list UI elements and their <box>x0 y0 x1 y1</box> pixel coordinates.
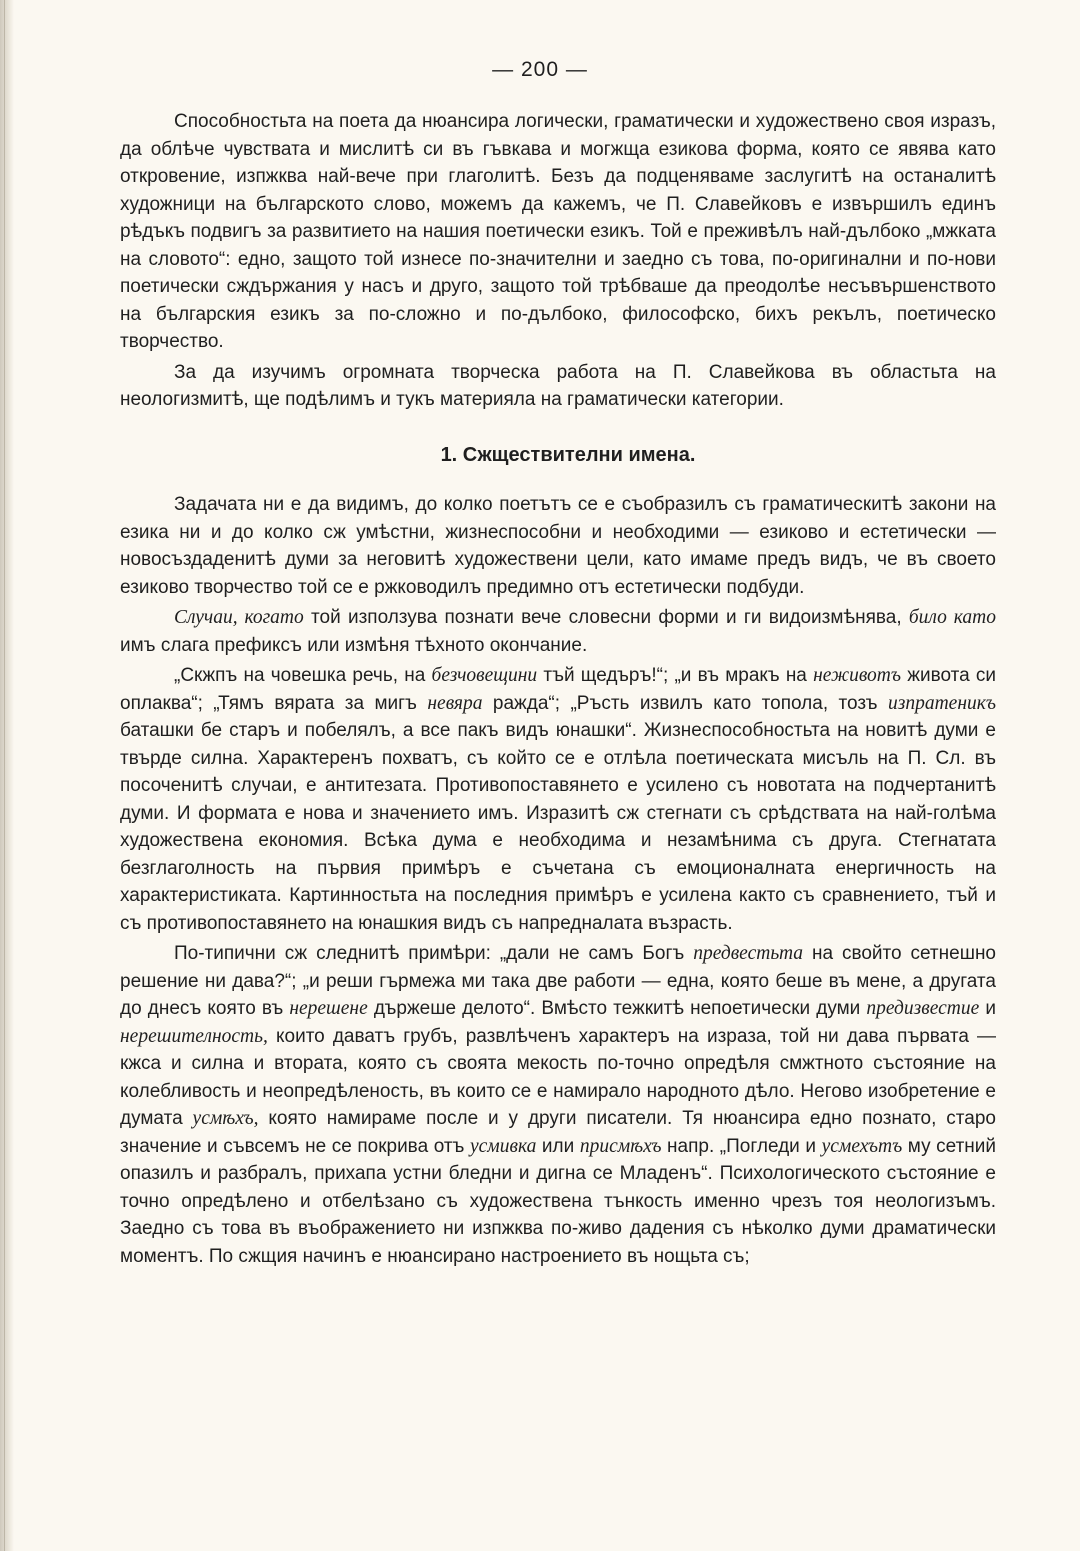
page-binding-edge <box>0 0 14 1551</box>
neologism-term: усмѣхъ, <box>192 1108 259 1129</box>
neologism-term: усмивка <box>470 1135 537 1157</box>
paragraph-text: които даватъ грубъ, развлѣченъ характеръ на израза, той ни дава първата — кжса и силна и втората, която съ своята мекость по-точно опредѣля смжтното състояние на колебливость и неопредѣленость, въ които се е намирало народното дѣло. Негово изобретение е думата <box>120 1025 996 1129</box>
paragraph-5 <box>120 662 996 937</box>
neologism-term: безчовещини <box>431 665 538 686</box>
neologism-term: изпратеникъ <box>887 692 996 714</box>
paragraph-4 <box>120 604 996 659</box>
neologism-term: невяра <box>427 692 483 714</box>
paragraph-text: и <box>979 998 996 1019</box>
paragraph-text: напр. „Погледи и <box>661 1135 822 1157</box>
paragraph-1: Способностьта на поета да нюансира логически, граматически и художествено своя изразъ, да облѣче чувствата и мислитѣ си въ гъвкава и могжща езикова форма, която се явява като откровение, изпжква най-вече при глаголитѣ. Безъ да подценяваме заслугитѣ на останалитѣ художници на българското слово, можемъ да кажемъ, че П. Славейковъ е извършилъ единъ рѣдъкъ подвигъ за развитието на нашия поетически езикъ. Той е преживѣлъ най-дълбоко „мжката на словото“: едно, защото той изнесе по-значителни и заедно съ това, по-оригинални и по-нови поетически сждържания у насъ и друго, защото той трѣбваше да преодолѣе несъвършенството на българския езикъ за по-сложно и по-дълбоко, философско, бихъ рекълъ, поетическо творчество. <box>120 111 996 352</box>
paragraph-2: За да изучимъ огромната творческа работа на П. Славейкова въ областьта на неологизмитѣ, ще подѣлимъ и тукъ материяла на граматически категории. <box>120 361 996 410</box>
paragraph-6 <box>120 940 996 1270</box>
page-number: — 200 — <box>492 58 588 81</box>
neologism-term: неживотъ <box>813 665 902 686</box>
paragraph-text: на свойто сетнешно решение ни дава?“; „и реши гърмежа ми така две работи — една, която беше въ мене, а другата до днесъ която въ <box>120 943 997 1019</box>
paragraph-text: която намираме после и у други писатели. Тя нюансира едно познато, старо значение и съвсемъ не се покрива отъ <box>120 1108 996 1157</box>
paragraph-text: или <box>536 1135 580 1157</box>
neologism-term: предвестьта <box>693 943 804 964</box>
paragraph-3: Задачата ни е да видимъ, до колко поетътъ се е съобразилъ съ граматическитѣ закони на езика ни и до колко сж умѣстни, жизнеспособни и необходими — езиково и естетически — новосъздаденитѣ думи за неговитѣ художествени цели, като имаме предъ видъ, че въ своето езиково творчество той се е ржководилъ предимно отъ естетически подбуди. <box>120 494 996 598</box>
paragraph-text: имъ слага префиксъ или измѣня тѣхното окончание. <box>120 634 588 656</box>
paragraph-text: По-типични сж следнитѣ примѣри: „дали не самъ Богъ <box>174 943 694 964</box>
page-body <box>120 108 996 1270</box>
paragraph-text: тъй щедъръ!“; „и въ мракъ на <box>537 665 814 686</box>
italic-term: било като <box>908 607 996 628</box>
paragraph-text: му сетний опазилъ и разбралъ, прихапа устни бледни и дигна се Младенъ“. Психологическото състояние е точно опредѣлено и отбелѣзано съ художествена тънкость именно чрезъ тоя неологизъмъ. Заедно съ това въ въображението ни изпжква по-живо дадения съ нѣколко думи драматически моментъ. По сжщия начинъ е нюансирано настроението въ нощьта съ; <box>120 1135 996 1267</box>
paragraph-text: баташки бе старъ и побелялъ, а все пакъ видъ юнашки“. Жизнеспособностьта на новитѣ думи е твърде силна. Характеренъ похватъ, съ който се е отлѣла поетическата мисъль на П. Сл. въ посоченитѣ случаи, е антитезата. Противопоставянето е усилено съ новотата на подчертанитѣ думи. И формата е нова и значението имъ. Изразитѣ сж стегнати съ срѣдствата на най-голѣма художествена економия. Всѣка дума е необходима и незамѣнима съ друга. Стегнатата безглаголность на първия примѣръ е съчетана съ емоционалната енергичность на характеристиката. Картинностьта на последния примѣръ е усилена както съ сравнението, тъй и съ противопоставянето на юнашкия видъ съ напредналата възрасть. <box>120 720 996 934</box>
italic-term: Случаи, когато <box>174 607 304 628</box>
neologism-term: присмѣхъ <box>579 1135 662 1157</box>
neologism-term: нерешене <box>289 998 368 1019</box>
paragraph-text: той използува познати вече словесни форми и ги видоизмѣнява, <box>303 607 909 628</box>
paragraph-text: живота си оплаква“; „Тямъ вярата за мигъ <box>120 665 996 714</box>
neologism-term: предизвестие <box>866 998 980 1019</box>
paragraph-text: ражда“; „Ръсть извилъ като топола, тозъ <box>482 692 888 714</box>
neologism-term: нерешителность, <box>120 1025 268 1047</box>
paragraph-text: „Скжпъ на човешка речь, на <box>174 665 432 686</box>
neologism-term: усмехътъ <box>821 1135 903 1157</box>
paragraph-text: държеше делото“. Вмѣсто тежкитѣ непоетически думи <box>367 998 867 1019</box>
section-heading: 1. Сжществителни имена. <box>440 443 696 466</box>
